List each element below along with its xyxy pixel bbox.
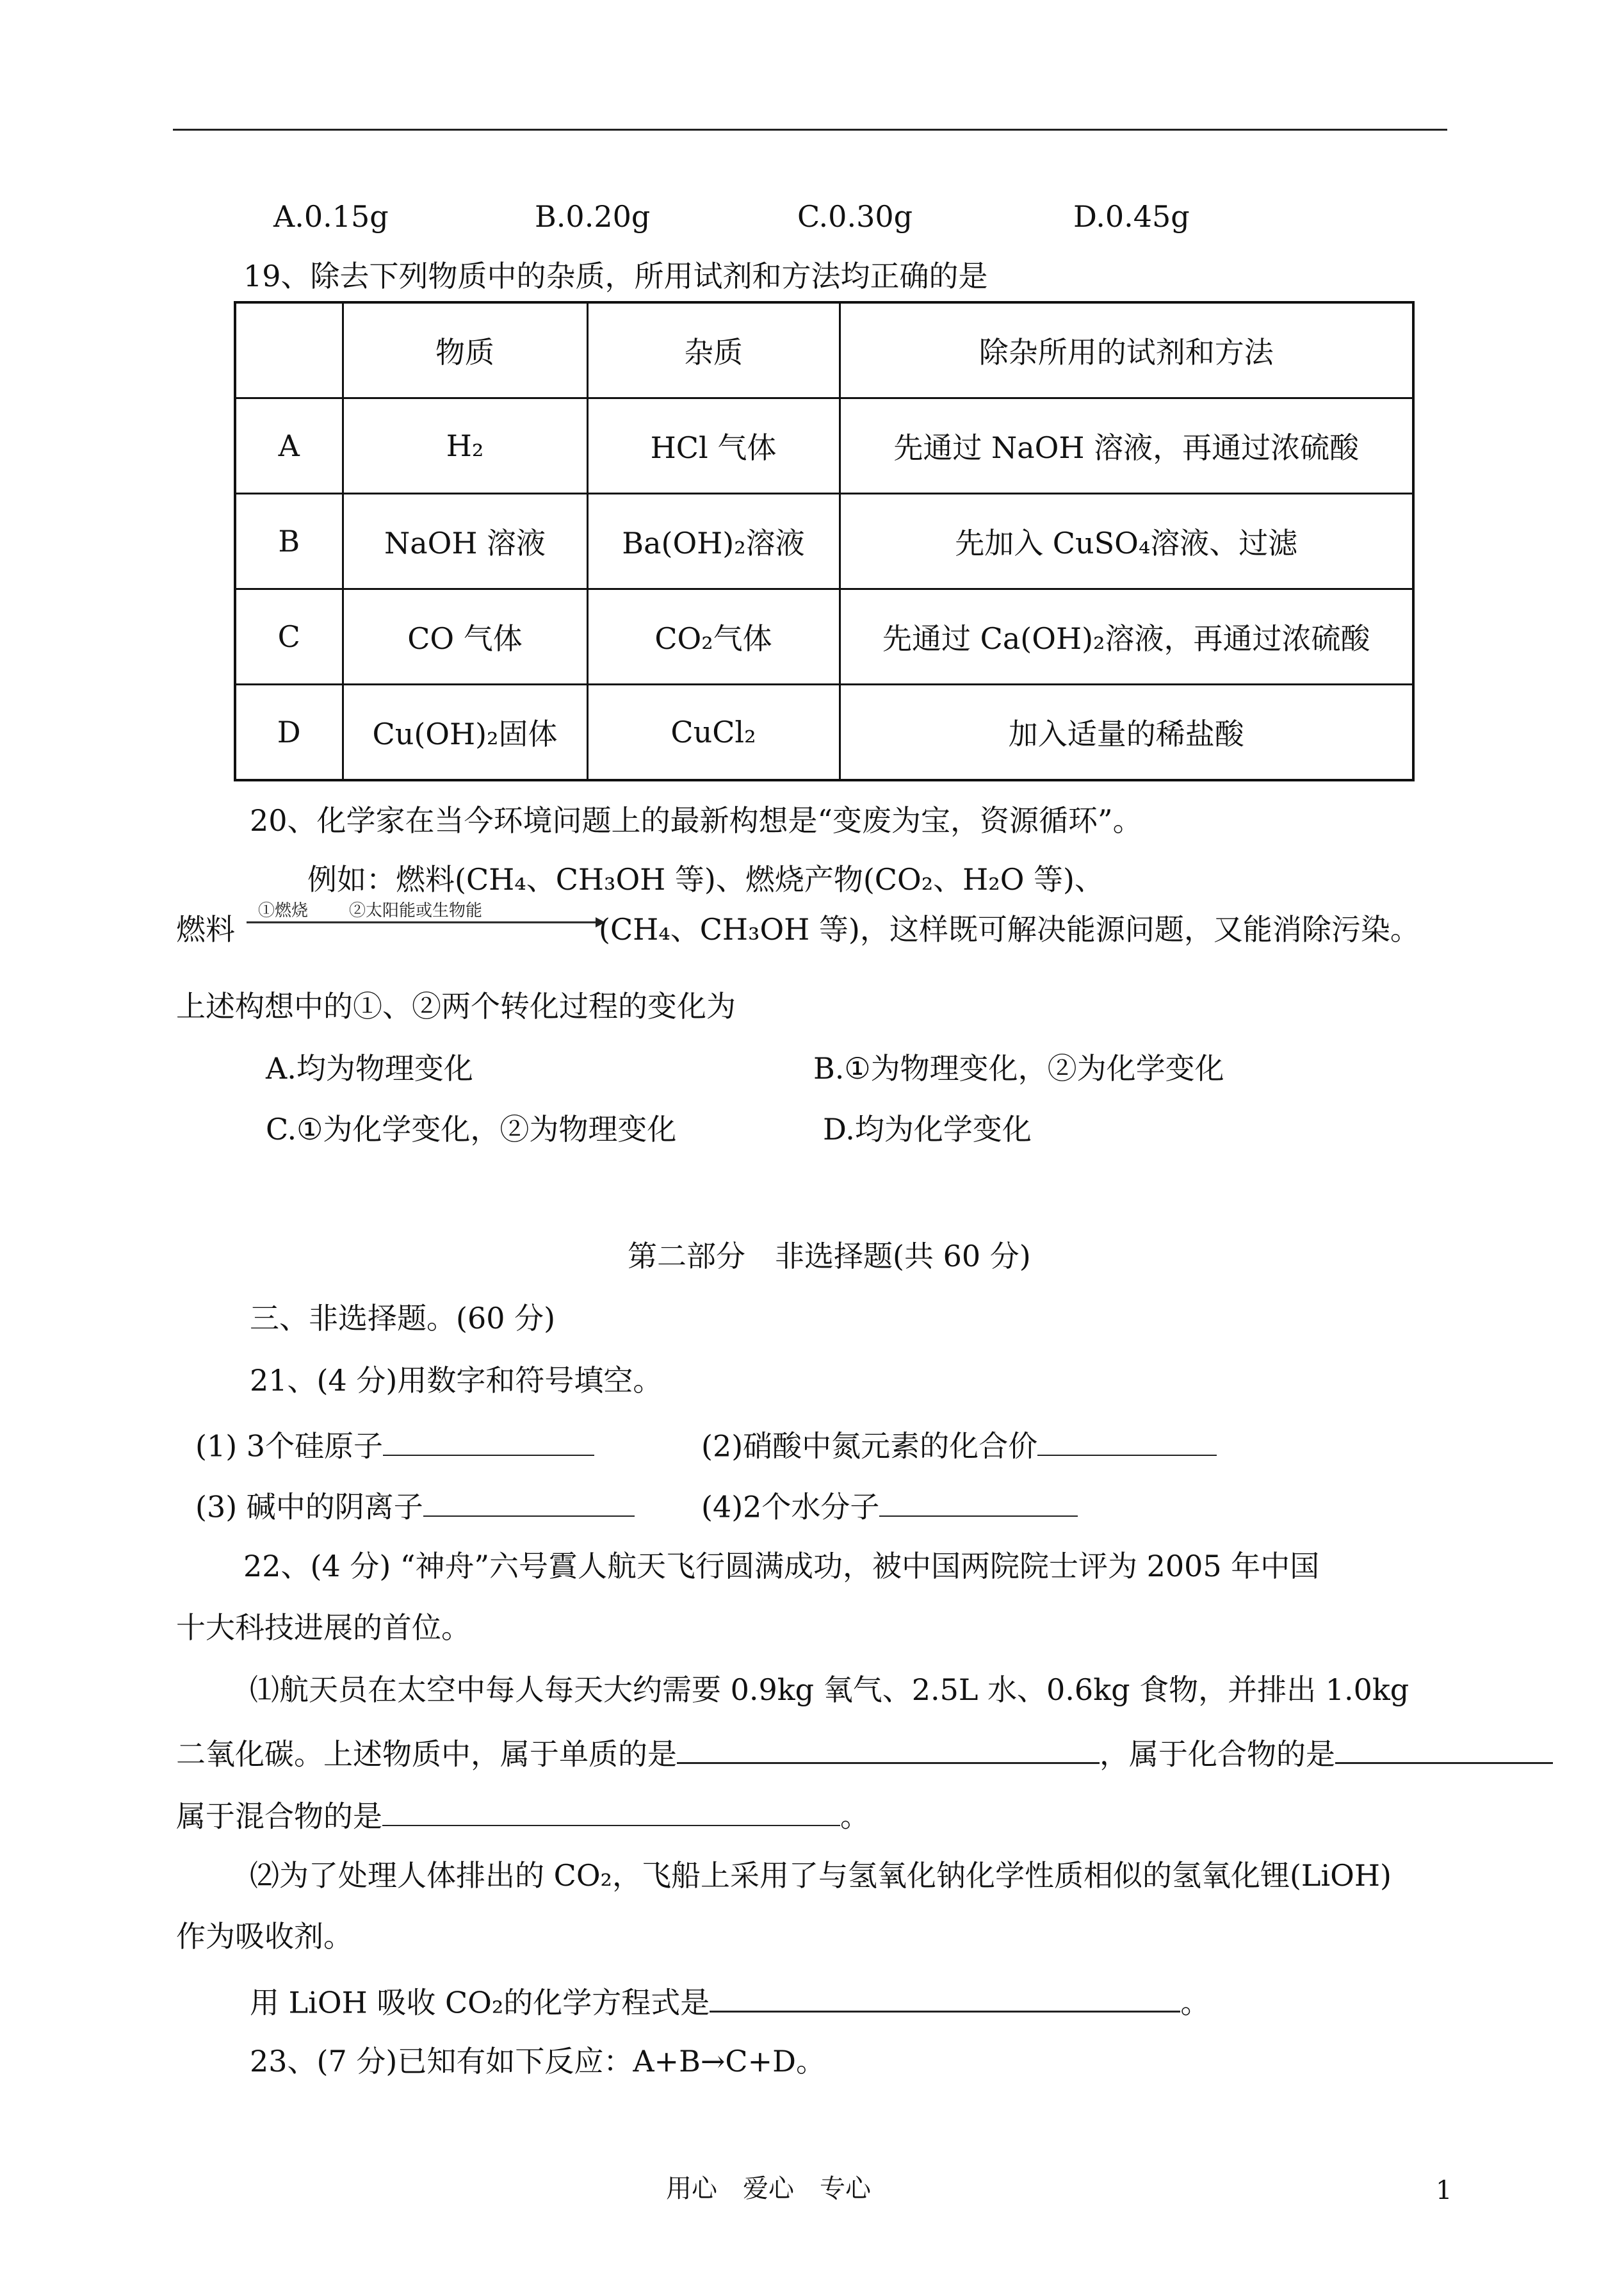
q21-item-4 [701, 1489, 1078, 1524]
method-cell: 先通过 NaOH 溶液，再通过浓硫酸 [840, 398, 1413, 494]
answer-blank[interactable] [1037, 1428, 1217, 1456]
answer-blank[interactable] [879, 1489, 1078, 1517]
method-cell: 先加入 CuSO₄溶液、过滤 [840, 494, 1413, 589]
q22-p2-text: 用 LiOH 吸收 CO₂的化学方程式是 [250, 1985, 710, 2020]
row-label: D [235, 684, 343, 780]
q22-p2-line1: ⑵为了处理人体排出的 CO₂，飞船上采用了与氢氧化钠化学性质相似的氢氧化锂(LiOH) [250, 1858, 1392, 1893]
q22-p1-line1: ⑴航天员在太空中每人每天大约需要 0.9kg 氧气、2.5L 水、0.6kg 食物，并排出 1.0kg [250, 1672, 1409, 1707]
q22-p1-line3 [176, 1799, 870, 1834]
table-header-cell: 物质 [343, 302, 587, 398]
q22-p2-line2: 作为吸收剂。 [176, 1919, 353, 1954]
answer-blank-compound[interactable] [1335, 1736, 1553, 1764]
row-label: A [235, 398, 343, 494]
method-cell: 加入适量的稀盐酸 [840, 684, 1413, 780]
substance-cell: H₂ [343, 398, 587, 494]
answer-blank[interactable] [423, 1489, 635, 1517]
q21-item-3 [195, 1489, 635, 1524]
q18-option-a: A.0.15g [273, 199, 389, 234]
page-number: 1 [1436, 2176, 1452, 2205]
q20-flow-end: (CH₄、CH₃OH 等)，这样既可解决能源问题，又能消除污染。 [599, 912, 1420, 947]
q21-item-label: (3) 碱中的阴离子 [195, 1489, 423, 1524]
q20-option-b: B.①为物理变化，②为化学变化 [813, 1051, 1224, 1086]
impurity-cell: CuCl₂ [587, 684, 840, 780]
substance-cell: CO 气体 [343, 589, 587, 684]
substance-cell: NaOH 溶液 [343, 494, 587, 589]
q22-p1-line2 [176, 1736, 1553, 1772]
q21-stem: 21、(4 分)用数字和符号填空。 [250, 1363, 663, 1398]
q22-p1-text: 。 [840, 1799, 870, 1834]
arrow2-label: ②太阳能或生物能 [349, 901, 483, 920]
header-rule [173, 129, 1447, 131]
section3-heading: 三、非选择题。(60 分) [250, 1301, 556, 1335]
q21-item-1 [195, 1428, 594, 1464]
substance-cell: Cu(OH)₂固体 [343, 684, 587, 780]
footer-center: 用心 爱心 专心 [666, 2174, 871, 2203]
table-row [235, 494, 1413, 589]
part2-title: 第二部分 非选择题(共 60 分) [628, 1239, 1031, 1273]
q21-item-label: (1) 3个硅原子 [195, 1428, 384, 1464]
impurity-cell: HCl 气体 [587, 398, 840, 494]
answer-blank[interactable] [383, 1428, 594, 1456]
q20-flow-start: 燃料 [176, 912, 235, 947]
row-label: C [235, 589, 343, 684]
table-header-cell: 杂质 [587, 302, 840, 398]
q23-stem: 23、(7 分)已知有如下反应：A+B→C+D。 [250, 2044, 826, 2079]
q22-p1-text: 属于混合物的是 [176, 1799, 382, 1834]
table-header-row [235, 302, 1413, 398]
q22-p2-line3 [250, 1984, 1210, 2020]
q20-option-a: A.均为物理变化 [266, 1051, 473, 1086]
q22-p1-text: ，属于化合物的是 [1100, 1736, 1335, 1772]
q20-option-c: C.①为化学变化，②为物理变化 [266, 1112, 677, 1147]
q22-p2-text: 。 [1180, 1985, 1210, 2020]
q20-question: 上述构想中的①、②两个转化过程的变化为 [176, 989, 736, 1024]
table-header-cell [235, 302, 343, 398]
q21-item-2 [701, 1428, 1217, 1464]
impurity-cell: CO₂气体 [587, 589, 840, 684]
answer-blank-element[interactable] [677, 1736, 1100, 1764]
arrow1-label: ①燃烧 [258, 901, 309, 920]
conversion-arrow-icon [247, 897, 605, 935]
q21-item-label: (2)硝酸中氮元素的化合价 [701, 1428, 1038, 1464]
q20-option-d: D.均为化学变化 [823, 1112, 1032, 1147]
q19-table [234, 301, 1415, 781]
row-label: B [235, 494, 343, 589]
table-row [235, 684, 1413, 780]
q18-option-b: B.0.20g [535, 199, 651, 234]
answer-blank-equation[interactable] [710, 1984, 1180, 2013]
method-cell: 先通过 Ca(OH)₂溶液，再通过浓硫酸 [840, 589, 1413, 684]
table-header-cell: 除杂所用的试剂和方法 [840, 302, 1413, 398]
q20-stem: 20、化学家在当今环境问题上的最新构想是“变废为宝，资源循环”。 [250, 803, 1142, 838]
q18-option-c: C.0.30g [797, 199, 913, 234]
impurity-cell: Ba(OH)₂溶液 [587, 494, 840, 589]
table-row [235, 398, 1413, 494]
q20-example-line: 例如：燃料(CH₄、CH₃OH 等)、燃烧产物(CO₂、H₂O 等)、 [307, 862, 1104, 897]
q22-p1-text: 二氧化碳。上述物质中，属于单质的是 [176, 1736, 677, 1772]
q21-item-label: (4)2个水分子 [701, 1489, 880, 1524]
q18-option-d: D.0.45g [1073, 199, 1190, 234]
answer-blank-mixture[interactable] [382, 1799, 840, 1826]
q22-stem-line2: 十大科技进展的首位。 [176, 1610, 471, 1645]
q19-stem: 19、除去下列物质中的杂质，所用试剂和方法均正确的是 [243, 259, 988, 293]
q22-stem-line1: 22、(4 分) “神舟”六号霣人航天飞行圆满成功，被中国两院院士评为 2005 年中国 [243, 1549, 1320, 1583]
table-row [235, 589, 1413, 684]
